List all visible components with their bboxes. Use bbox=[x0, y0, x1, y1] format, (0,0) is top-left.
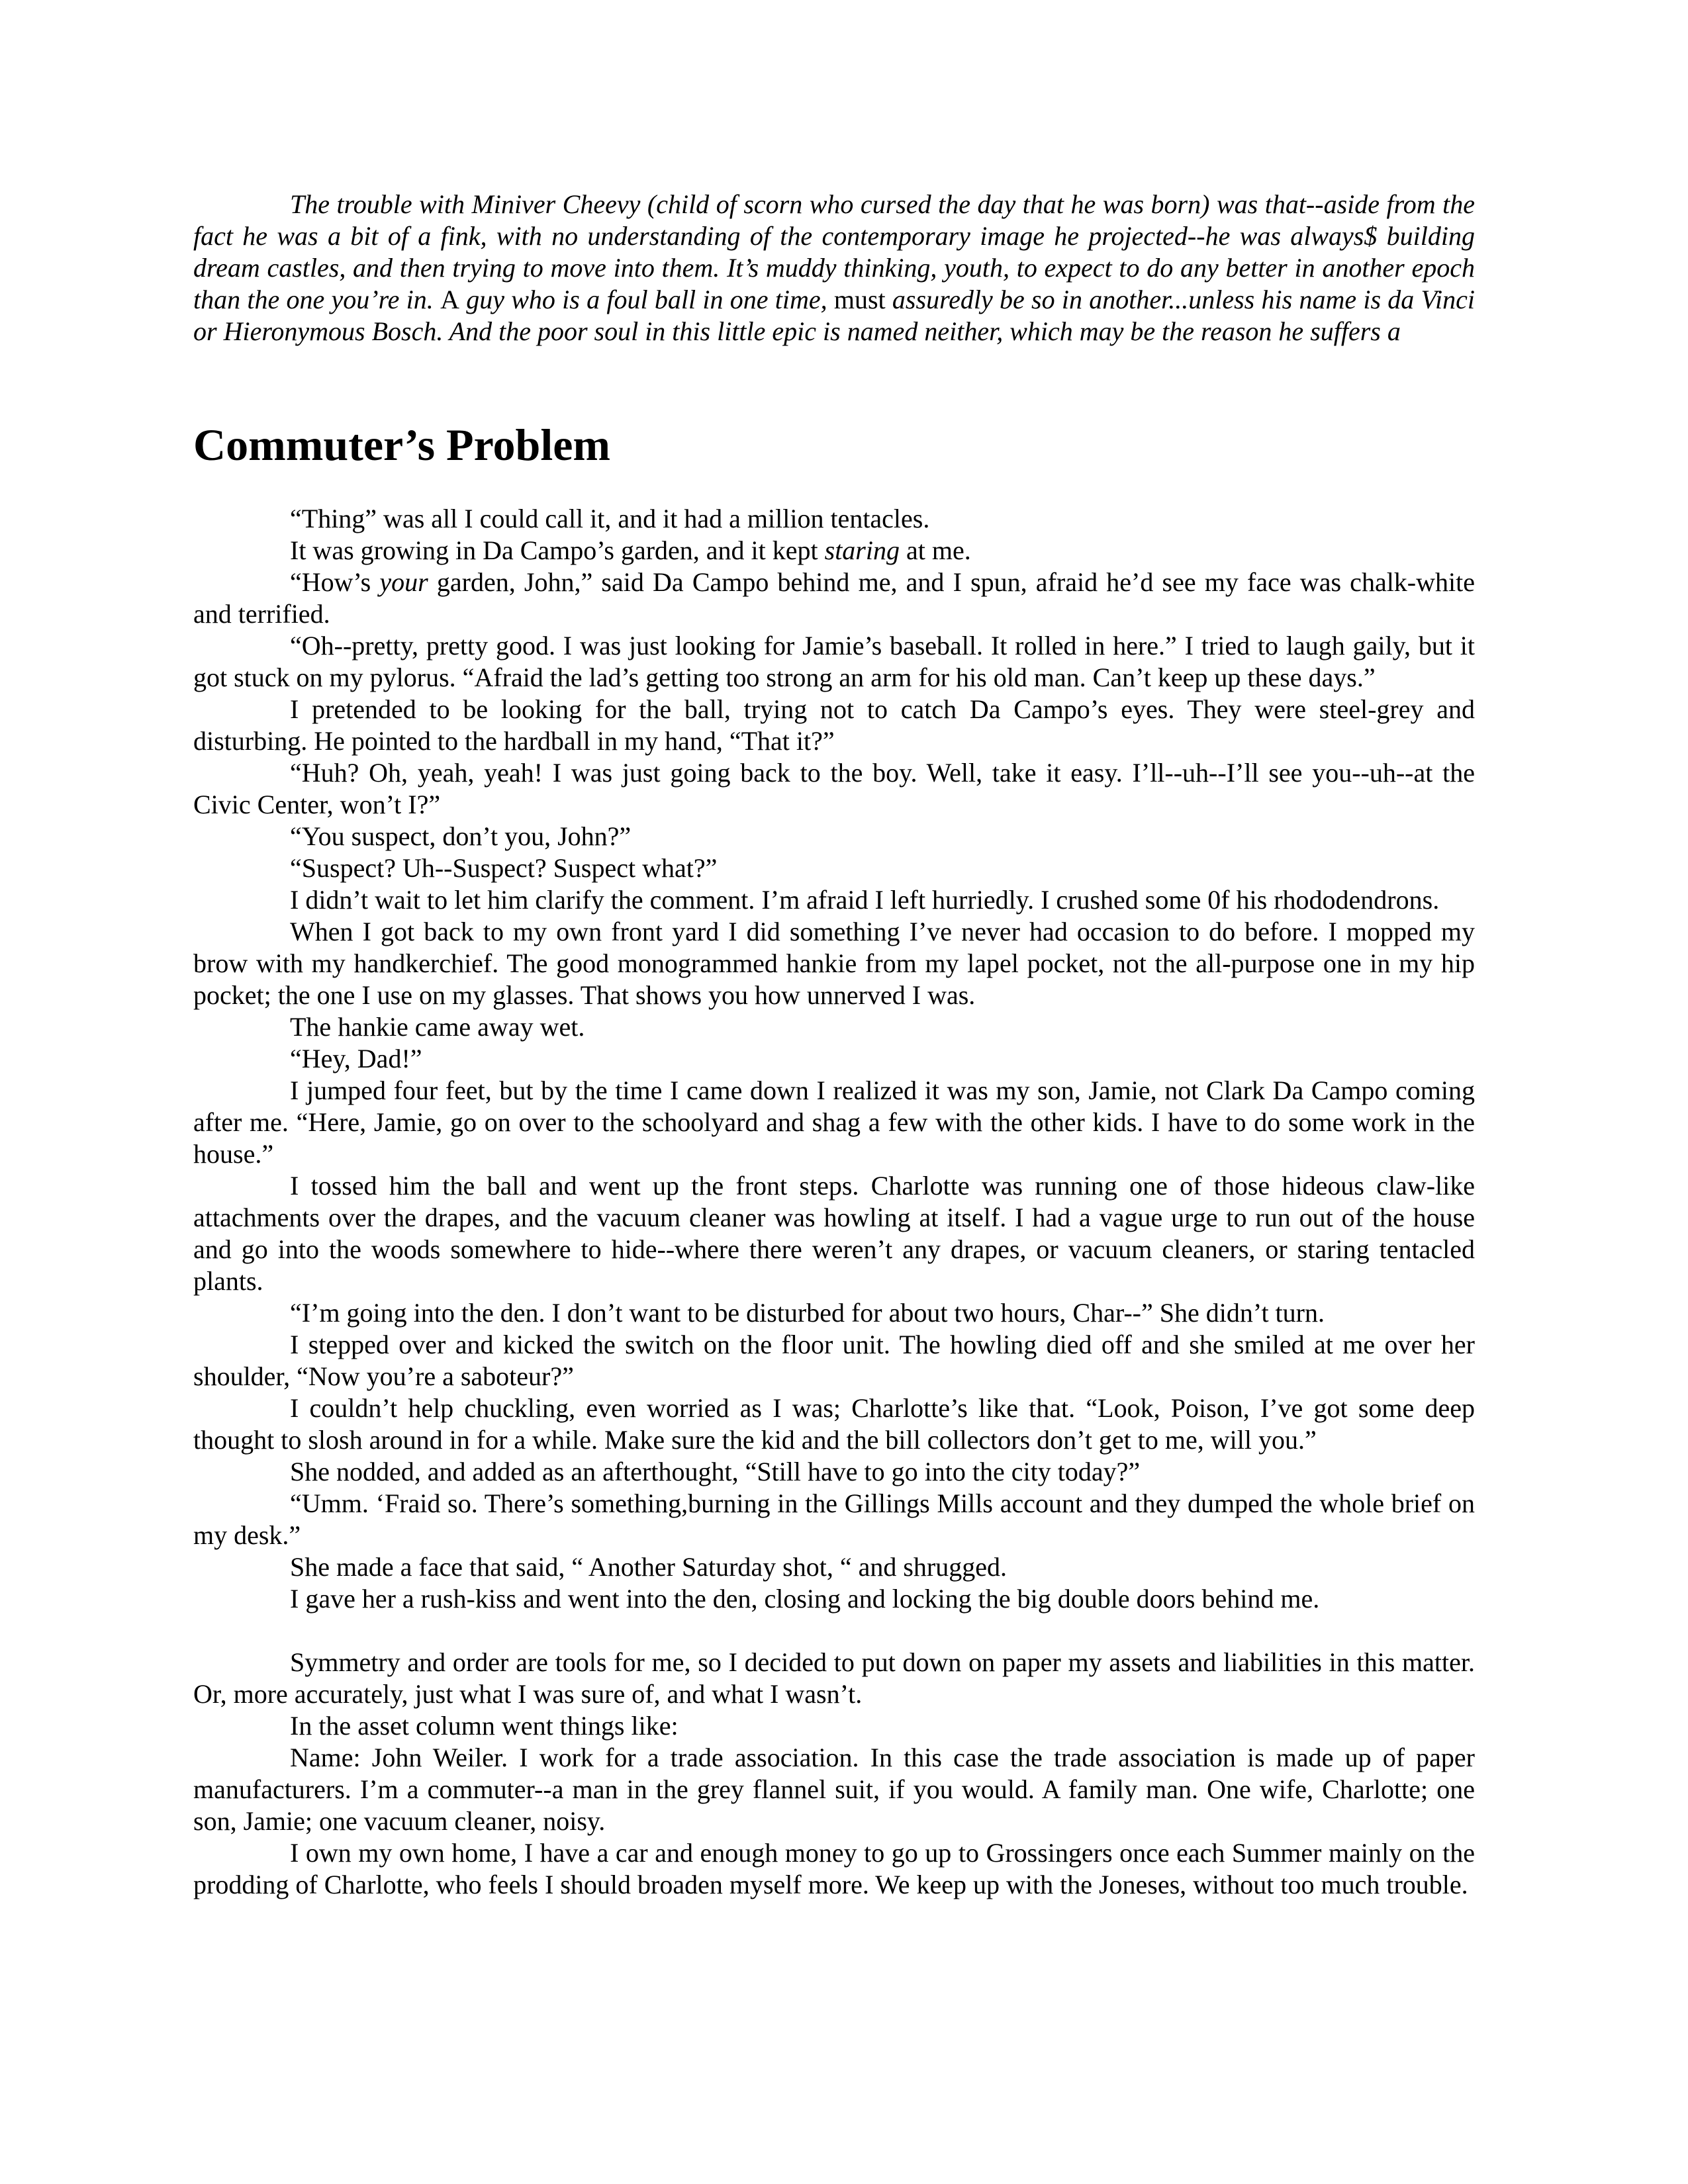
intro-text-roman: A bbox=[440, 285, 459, 314]
text-span: garden, John,” said Da Campo behind me, and I spun, afraid he’d see my face was chalk-white and terrified. bbox=[193, 567, 1475, 629]
story-paragraph: I jumped four feet, but by the time I came down I realized it was my son, Jamie, not Clark Da Campo coming after me. “Here, Jamie, go on over to the schoolyard and shag a few with the other kids. I have to do some work in the house.” bbox=[193, 1075, 1475, 1169]
story-paragraph: In the asset column went things like: bbox=[290, 1711, 679, 1741]
story-paragraph: Name: John Weiler. I work for a trade association. In this case the trade association is made up of paper manufacturers. I’m a commuter--a man in the grey flannel suit, if you would. A family man. One wife, Charlotte; one son, Jamie; one vacuum cleaner, noisy. bbox=[193, 1743, 1475, 1836]
story-paragraph: She nodded, and added as an afterthought, “Still have to go into the city today?” bbox=[290, 1457, 1141, 1486]
story-paragraph: “Umm. ‘Fraid so. There’s something,burning in the Gillings Mills account and they dumped the whole brief on my desk.” bbox=[193, 1488, 1475, 1550]
emphasis-text: your bbox=[379, 567, 428, 597]
story-paragraph: “Suspect? Uh--Suspect? Suspect what?” bbox=[290, 853, 718, 883]
intro-text: The trouble with Miniver Cheevy (child of scorn who cursed the day that he was born) was that--aside from the fact he was a bit of a fink, with no understanding of the contemporary image he projected--he was always$ building dream castles, and then trying to move into them. It’s muddy thinking, youth, to expect to do any better in another epoch than the one you’re in. bbox=[193, 189, 1475, 314]
story-paragraph: The hankie came away wet. bbox=[290, 1012, 585, 1042]
story-paragraph: I tossed him the ball and went up the front steps. Charlotte was running one of those hideous claw-like attachments over the drapes, and the vacuum cleaner was howling at itself. I had a vague urge to run out of the house and go into the woods somewhere to hide--where there weren’t any drapes, or vacuum cleaners, or staring tentacled plants. bbox=[193, 1171, 1475, 1296]
story-paragraph: “You suspect, don’t you, John?” bbox=[290, 821, 632, 851]
intro-text: assuredly be so in another...unless his name is da Vinci or Hieronymous Bosch. And the poor soul in this little epic is named neither, which may be the reason he suffers a bbox=[193, 285, 1475, 346]
intro-block bbox=[193, 189, 1475, 347]
story-paragraph: I pretended to be looking for the ball, trying not to catch Da Campo’s eyes. They were steel-grey and disturbing. He pointed to the hardball in my hand, “That it?” bbox=[193, 694, 1475, 756]
page-content bbox=[193, 189, 1475, 1901]
story-paragraph: “I’m going into the den. I don’t want to be disturbed for about two hours, Char--” She didn’t turn. bbox=[290, 1298, 1325, 1328]
emphasis-text: staring bbox=[824, 535, 900, 565]
story-body bbox=[193, 503, 1475, 1901]
story-paragraph: I gave her a rush-kiss and went into the den, closing and locking the big double doors behind me. bbox=[290, 1584, 1320, 1614]
story-paragraph bbox=[193, 567, 1475, 630]
text-span: at me. bbox=[899, 535, 971, 565]
story-paragraph: “Oh--pretty, pretty good. I was just looking for Jamie’s baseball. It rolled in here.” I tried to laugh gaily, but it got stuck on my pylorus. “Afraid the lad’s getting too strong an arm for his old man. Can’t keep up these days.” bbox=[193, 631, 1475, 692]
story-paragraph: “Thing” was all I could call it, and it had a million tentacles. bbox=[290, 504, 930, 533]
story-paragraph: Symmetry and order are tools for me, so I decided to put down on paper my assets and liabilities in this matter. Or, more accurately, just what I was sure of, and what I wasn’t. bbox=[193, 1647, 1475, 1709]
text-span: It was growing in Da Campo’s garden, and it kept bbox=[290, 535, 825, 565]
story-paragraph: “Hey, Dad!” bbox=[290, 1044, 422, 1073]
story-paragraph: I own my own home, I have a car and enough money to go up to Grossingers once each Summer mainly on the prodding of Charlotte, who feels I should broaden myself more. We keep up with the Joneses, without too much trouble. bbox=[193, 1838, 1475, 1899]
story-paragraph: I didn’t wait to let him clarify the comment. I’m afraid I left hurriedly. I crushed some 0f his rhododendrons. bbox=[290, 885, 1440, 915]
story-paragraph: I couldn’t help chuckling, even worried as I was; Charlotte’s like that. “Look, Poison, I’ve got some deep thought to slosh around in for a while. Make sure the kid and the bill collectors don’t get to me, will you.” bbox=[193, 1393, 1475, 1455]
text-span: “How’s bbox=[290, 567, 380, 597]
story-title: Commuter’s Problem bbox=[193, 420, 611, 470]
story-paragraph: I stepped over and kicked the switch on the floor unit. The howling died off and she smiled at me over her shoulder, “Now you’re a saboteur?” bbox=[193, 1330, 1475, 1391]
story-paragraph: She made a face that said, “ Another Saturday shot, “ and shrugged. bbox=[290, 1552, 1008, 1582]
story-paragraph bbox=[193, 535, 1475, 567]
intro-text: guy who is a foul ball in one time, bbox=[459, 285, 834, 314]
story-paragraph: When I got back to my own front yard I did something I’ve never had occasion to do before. I mopped my brow with my handkerchief. The good monogrammed hankie from my lapel pocket, not the all-purpose one in my hip pocket; the one I use on my glasses. That shows you how unnerved I was. bbox=[193, 917, 1475, 1010]
story-paragraph: “Huh? Oh, yeah, yeah! I was just going back to the boy. Well, take it easy. I’ll--uh--I’ll see you--uh--at the Civic Center, won’t I?” bbox=[193, 758, 1475, 819]
intro-text-roman: must bbox=[833, 285, 886, 314]
intro-paragraph bbox=[193, 189, 1475, 347]
